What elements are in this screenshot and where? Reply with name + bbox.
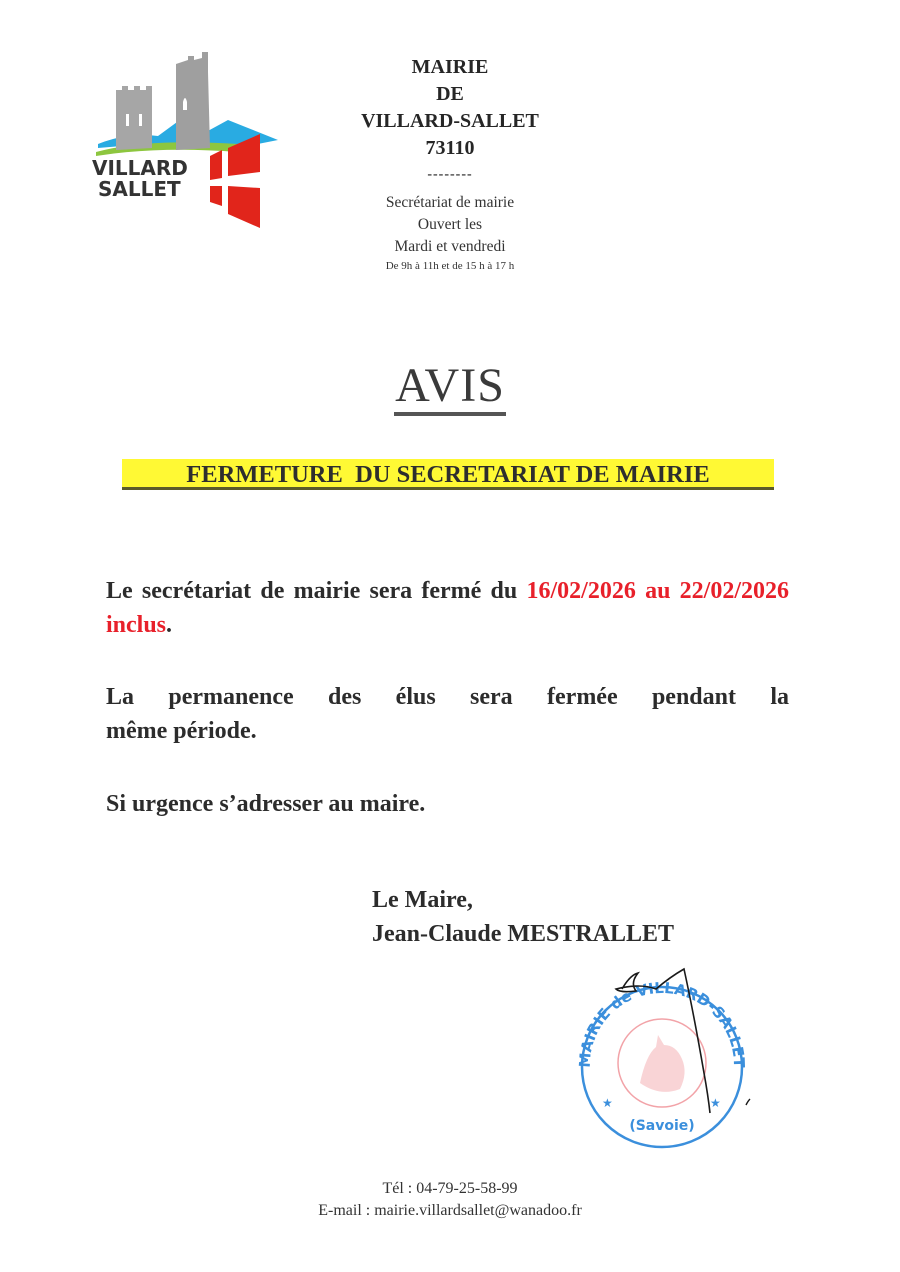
email-address: E-mail : mairie.villardsallet@wanadoo.fr (318, 1202, 582, 1219)
closure-paragraph (106, 574, 789, 642)
logo-left-tower (116, 86, 152, 150)
signature-block (372, 883, 674, 951)
town-hall-header (300, 54, 600, 162)
permanence-paragraph (106, 680, 789, 748)
permanence-line-2: même période. (106, 718, 257, 744)
closure-text: Le secrétariat de mairie sera fermé du (106, 578, 527, 604)
permanence-line-1: La permanence des élus sera fermée pendant la (106, 684, 789, 710)
logo-text-villard: VILLARD (92, 156, 188, 180)
logo-text-sallet: SALLET (98, 177, 181, 201)
urgency-paragraph: Si urgence s’adresser au maire. (106, 791, 426, 817)
contact-footer (200, 1178, 700, 1222)
municipal-logo (88, 44, 278, 234)
hours-detail: De 9h à 11h et de 15 h à 17 h (385, 260, 515, 272)
header-line: VILLARD-SALLET (361, 110, 539, 132)
logo-right-tower (176, 52, 210, 150)
hours-line: Secrétariat de mairie (385, 194, 515, 211)
notice-subtitle: FERMETURE DU SECRETARIAT DE MAIRIE (122, 459, 774, 490)
official-stamp (560, 955, 780, 1150)
postal-code: 73110 (425, 137, 475, 159)
notice-title (0, 358, 900, 416)
closure-period: . (166, 612, 173, 638)
stamp-text-bottom: (Savoie) (629, 1118, 695, 1134)
phone-number: Tél : 04-79-25-58-99 (382, 1180, 518, 1197)
stamp-star-icon: ★ (710, 1096, 721, 1110)
header-line: DE (436, 83, 464, 105)
logo-cross (210, 150, 222, 180)
closure-dates: 16/02/2026 au 22/02/2026 inclus (106, 578, 789, 638)
stamp-emblem-icon (640, 1035, 685, 1092)
opening-hours (300, 192, 600, 274)
signatory-role: Le Maire, (372, 887, 473, 913)
stamp-star-icon: ★ (602, 1096, 613, 1110)
header-line: MAIRIE (411, 56, 489, 78)
hours-line: Ouvert les (417, 216, 483, 233)
notice-title-text: AVIS (394, 360, 506, 416)
hours-line: Mardi et vendredi (394, 238, 506, 255)
stamp-text-top: MAIRIE de VILLARD-SALLET (575, 978, 749, 1069)
header-separator: -------- (427, 167, 473, 182)
signatory-name: Jean-Claude MESTRALLET (372, 921, 675, 947)
